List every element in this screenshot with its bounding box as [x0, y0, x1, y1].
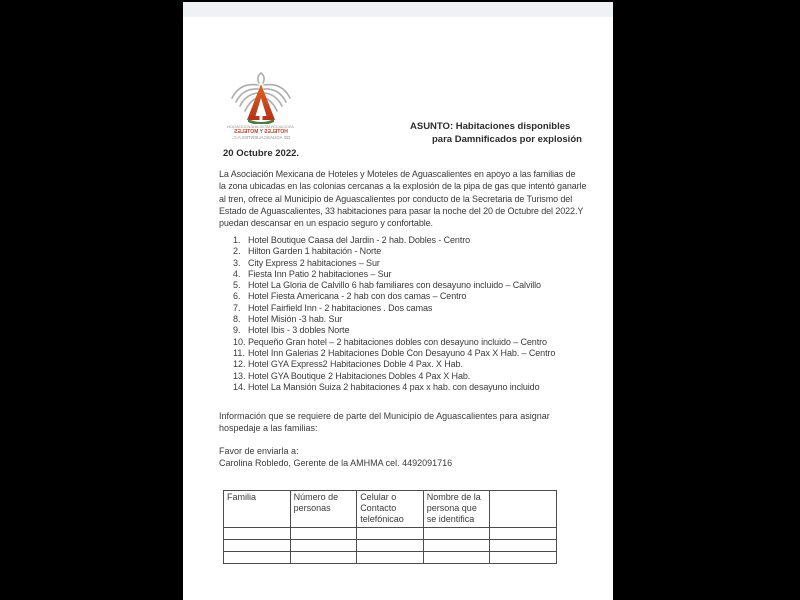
- hotel-list-item: [233, 258, 555, 269]
- family-form-table: [223, 490, 557, 564]
- item-number: 10.: [233, 336, 246, 347]
- item-number: 1.: [233, 235, 241, 245]
- item-number: 5.: [233, 280, 241, 291]
- empty-cell: [423, 540, 490, 552]
- item-number: 11.: [233, 347, 245, 358]
- empty-cell: [224, 552, 291, 564]
- amhma-logo: [228, 70, 294, 140]
- empty-cell: [490, 552, 557, 564]
- hotel-list-item: [233, 314, 555, 325]
- subject-line-1: ASUNTO: Habitaciones disponibles: [410, 121, 571, 132]
- hotel-list-item: [233, 269, 555, 280]
- intro-paragraph: [219, 168, 586, 229]
- item-text: Hotel Fiesta Americana - 2 hab con dos camas – Centro: [248, 291, 467, 302]
- hotel-list-item: [233, 325, 555, 336]
- page-top-edge-band: [183, 2, 613, 17]
- request-line-1: Información que se requiere de parte del Municipio de Aguascalientes para asignar: [219, 411, 550, 421]
- item-number: 12.: [233, 359, 246, 370]
- column-header-numero-personas: Número de personas: [290, 491, 357, 528]
- subject-line-2: para Damnificados por explosión: [432, 133, 582, 145]
- hotel-list-item: [233, 337, 555, 348]
- hotel-list-item: [233, 348, 555, 359]
- table-empty-row: [224, 528, 557, 540]
- intro-line: la zona ubicadas en las colonias cercanas a la explosión de la pipa de gas que intentó ganarle: [219, 181, 587, 192]
- item-text: Hotel La Mansión Suiza 2 habitaciones 4 pax x hab. con desayuno incluido: [248, 381, 540, 392]
- intro-line: puedan descansar en un espacio seguro y confortable.: [219, 218, 433, 229]
- request-line-2: hospedaje a las familias:: [219, 423, 318, 434]
- hotel-list-item: [233, 246, 555, 257]
- empty-cell: [490, 540, 557, 552]
- empty-cell: [357, 552, 424, 564]
- item-number: 6.: [233, 291, 241, 302]
- item-number: 9.: [233, 325, 241, 336]
- intro-line: La Asociación Mexicana de Hoteles y Moteles de Aguascalientes en apoyo a las familias de: [219, 169, 576, 179]
- item-text: Hotel GYA Boutique 2 Habitaciones Dobles 4 Pax X Hab.: [248, 370, 471, 381]
- item-text: Hotel GYA Express2 Habitaciones Doble 4 Pax. X Hab.: [248, 359, 463, 370]
- empty-cell: [490, 528, 557, 540]
- send-to-label: Favor de enviarla a:: [219, 446, 299, 456]
- empty-cell: [357, 540, 424, 552]
- empty-cell: [224, 528, 291, 540]
- eagle-emblem-icon: [228, 70, 294, 124]
- item-text: Hotel Fairfield Inn - 2 habitaciones . Dos camas: [248, 302, 433, 313]
- item-text: Hotel Misión -3 hab. Sur: [248, 314, 343, 325]
- logo-caption-line1: ASOCIACION MEXICANA ASOCIACION: [227, 124, 294, 129]
- hotel-list-item: [233, 371, 555, 382]
- empty-cell: [290, 540, 357, 552]
- logo-caption-line2: HOTELES Y MOTELES: [234, 129, 288, 135]
- empty-cell: [290, 552, 357, 564]
- item-number: 14.: [233, 381, 246, 392]
- empty-cell: [423, 552, 490, 564]
- item-text: Hotel Ibis - 3 dobles Norte: [248, 325, 350, 336]
- hotel-list-item: [233, 359, 555, 370]
- table-header-row: [224, 491, 557, 528]
- item-number: 3.: [233, 257, 241, 268]
- empty-cell: [357, 528, 424, 540]
- column-header-celular-contacto: Celular o Contacto telefónicao: [357, 491, 424, 528]
- column-header-nombre-persona: Nombre de la persona que se identifica: [423, 491, 490, 528]
- intro-line: al tren, ofrece al Municipio de Aguascalientes por conducto de la Secretaria de Turismo del: [219, 193, 573, 204]
- empty-cell: [290, 528, 357, 540]
- item-text: Fiesta Inn Patio 2 habitaciones – Sur: [248, 268, 392, 279]
- item-number: 13.: [233, 370, 246, 381]
- hotel-list-item: [233, 280, 555, 291]
- item-text: Hotel La Gloria de Calvillo 6 hab familiares con desayuno incluido – Calvillo: [248, 280, 541, 291]
- item-number: 2.: [233, 246, 241, 257]
- hotel-list-item: [233, 235, 555, 246]
- hotel-list-item: [233, 303, 555, 314]
- contact-person: Carolina Robledo, Gerente de la AMHMA cel. 4492091716: [219, 458, 453, 468]
- subject-block: [410, 121, 582, 146]
- column-header-empty: [490, 491, 557, 528]
- item-number: 4.: [233, 268, 241, 279]
- table-empty-row: [224, 552, 557, 564]
- empty-cell: [423, 528, 490, 540]
- logo-caption-line3: DE AGUASCALIENTES A.C.: [232, 135, 290, 140]
- item-number: 8.: [233, 314, 241, 325]
- item-text: Hotel Boutique Caasa del Jardin - 2 hab. Dobles - Centro: [248, 235, 471, 245]
- letter-date: 20 Octubre 2022.: [223, 148, 300, 159]
- logo-caption: [228, 124, 294, 140]
- document-page: [183, 2, 613, 600]
- intro-line: Estado de Aguascalientes, 33 habitaciones para pasar la noche del 20 de Octubre del 2022.Y: [219, 205, 584, 216]
- hotel-list-item: [233, 382, 555, 393]
- hotel-list-item: [233, 291, 555, 302]
- item-number: 7.: [233, 302, 241, 313]
- item-text: Hilton Garden 1 habitación - Norte: [248, 246, 382, 257]
- table-empty-row: [224, 540, 557, 552]
- item-text: City Express 2 habitaciones – Sur: [248, 257, 380, 268]
- hotel-list: [233, 235, 555, 393]
- request-info: [219, 410, 550, 435]
- column-header-familia: Familia: [224, 491, 291, 528]
- empty-cell: [224, 540, 291, 552]
- item-text: Pequeño Gran hotel – 2 habitaciones dobles con desayuno incluido – Centro: [248, 336, 547, 347]
- item-text: Hotel Inn Galerias 2 Habitaciones Doble Con Desayuno 4 Pax X Hab. – Centro: [248, 347, 556, 358]
